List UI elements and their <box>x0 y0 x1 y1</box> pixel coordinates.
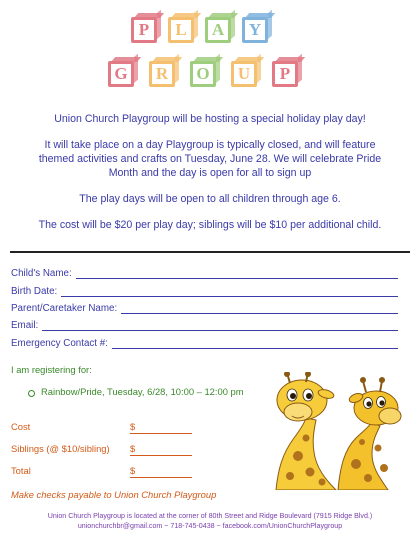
parent-name-label: Parent/Caretaker Name: <box>11 303 118 314</box>
cost-blank[interactable]: $ <box>130 421 192 434</box>
letter-block-r: R <box>149 57 179 87</box>
emergency-contact-line[interactable] <box>112 337 398 349</box>
siblings-label: Siblings (@ $10/sibling) <box>11 443 110 454</box>
option-pride-day: Rainbow/Pride, Tuesday, 6/28, 10:00 – 12:00 pm <box>41 386 244 397</box>
childs-name-label: Child's Name: <box>11 268 72 279</box>
letter-block-p2: P <box>272 57 302 87</box>
total-label: Total <box>11 465 31 476</box>
checks-payable-note: Make checks payable to Union Church Playgroup <box>11 489 217 500</box>
giraffe-left-icon <box>276 372 336 490</box>
childs-name-line[interactable] <box>76 267 398 279</box>
intro-line-2a: It will take place on a day Playgroup is typically closed, and will feature <box>44 139 376 151</box>
intro-headline: Union Church Playgroup will be hosting a special holiday play day! <box>54 113 366 125</box>
letter-block-y: Y <box>242 13 272 43</box>
divider-rule <box>10 251 410 253</box>
intro-line-2c: Month and the day is open for all to sign up <box>108 167 312 179</box>
letter-block-o: O <box>190 57 220 87</box>
birth-date-line[interactable] <box>61 285 398 297</box>
option-radio[interactable] <box>28 390 35 397</box>
footer-contact: unionchurchbr@gmail.com ~ 718-745-0438 ~ facebook.com/UnionChurchPlaygroup <box>77 522 343 530</box>
giraffes-illustration <box>268 372 418 490</box>
letter-block-u: U <box>231 57 261 87</box>
total-blank[interactable]: $ <box>130 465 192 478</box>
letter-block-g: G <box>108 57 138 87</box>
parent-name-field[interactable] <box>11 300 398 314</box>
intro-age-note: The play days will be open to all children through age 6. <box>79 193 341 205</box>
email-label: Email: <box>11 320 39 331</box>
intro-cost-note: The cost will be $20 per play day; siblings will be $10 per additional child. <box>38 219 382 231</box>
birth-date-label: Birth Date: <box>11 286 58 297</box>
giraffe-right-icon <box>338 377 401 490</box>
emergency-contact-field[interactable] <box>11 335 398 349</box>
letter-block-l: L <box>168 13 198 43</box>
cost-label: Cost <box>11 421 31 432</box>
letter-block-a: A <box>205 13 235 43</box>
parent-name-line[interactable] <box>121 302 398 314</box>
childs-name-field[interactable] <box>11 265 398 279</box>
registering-label: I am registering for: <box>11 364 92 375</box>
email-field[interactable] <box>11 317 398 331</box>
playgroup-letter-blocks <box>0 0 420 100</box>
birth-date-field[interactable] <box>11 283 398 297</box>
siblings-blank[interactable]: $ <box>130 443 192 456</box>
emergency-contact-label: Emergency Contact #: <box>11 338 108 349</box>
footer-address: Union Church Playgroup is located at the corner of 80th Street and Ridge Boulevard (7915 Ridge Blvd.) <box>47 512 373 520</box>
intro-line-2b: themed activities and crafts on Tuesday, June 28. We will celebrate Pride <box>38 153 382 165</box>
letter-block-p: P <box>131 13 161 43</box>
email-line[interactable] <box>42 319 398 331</box>
